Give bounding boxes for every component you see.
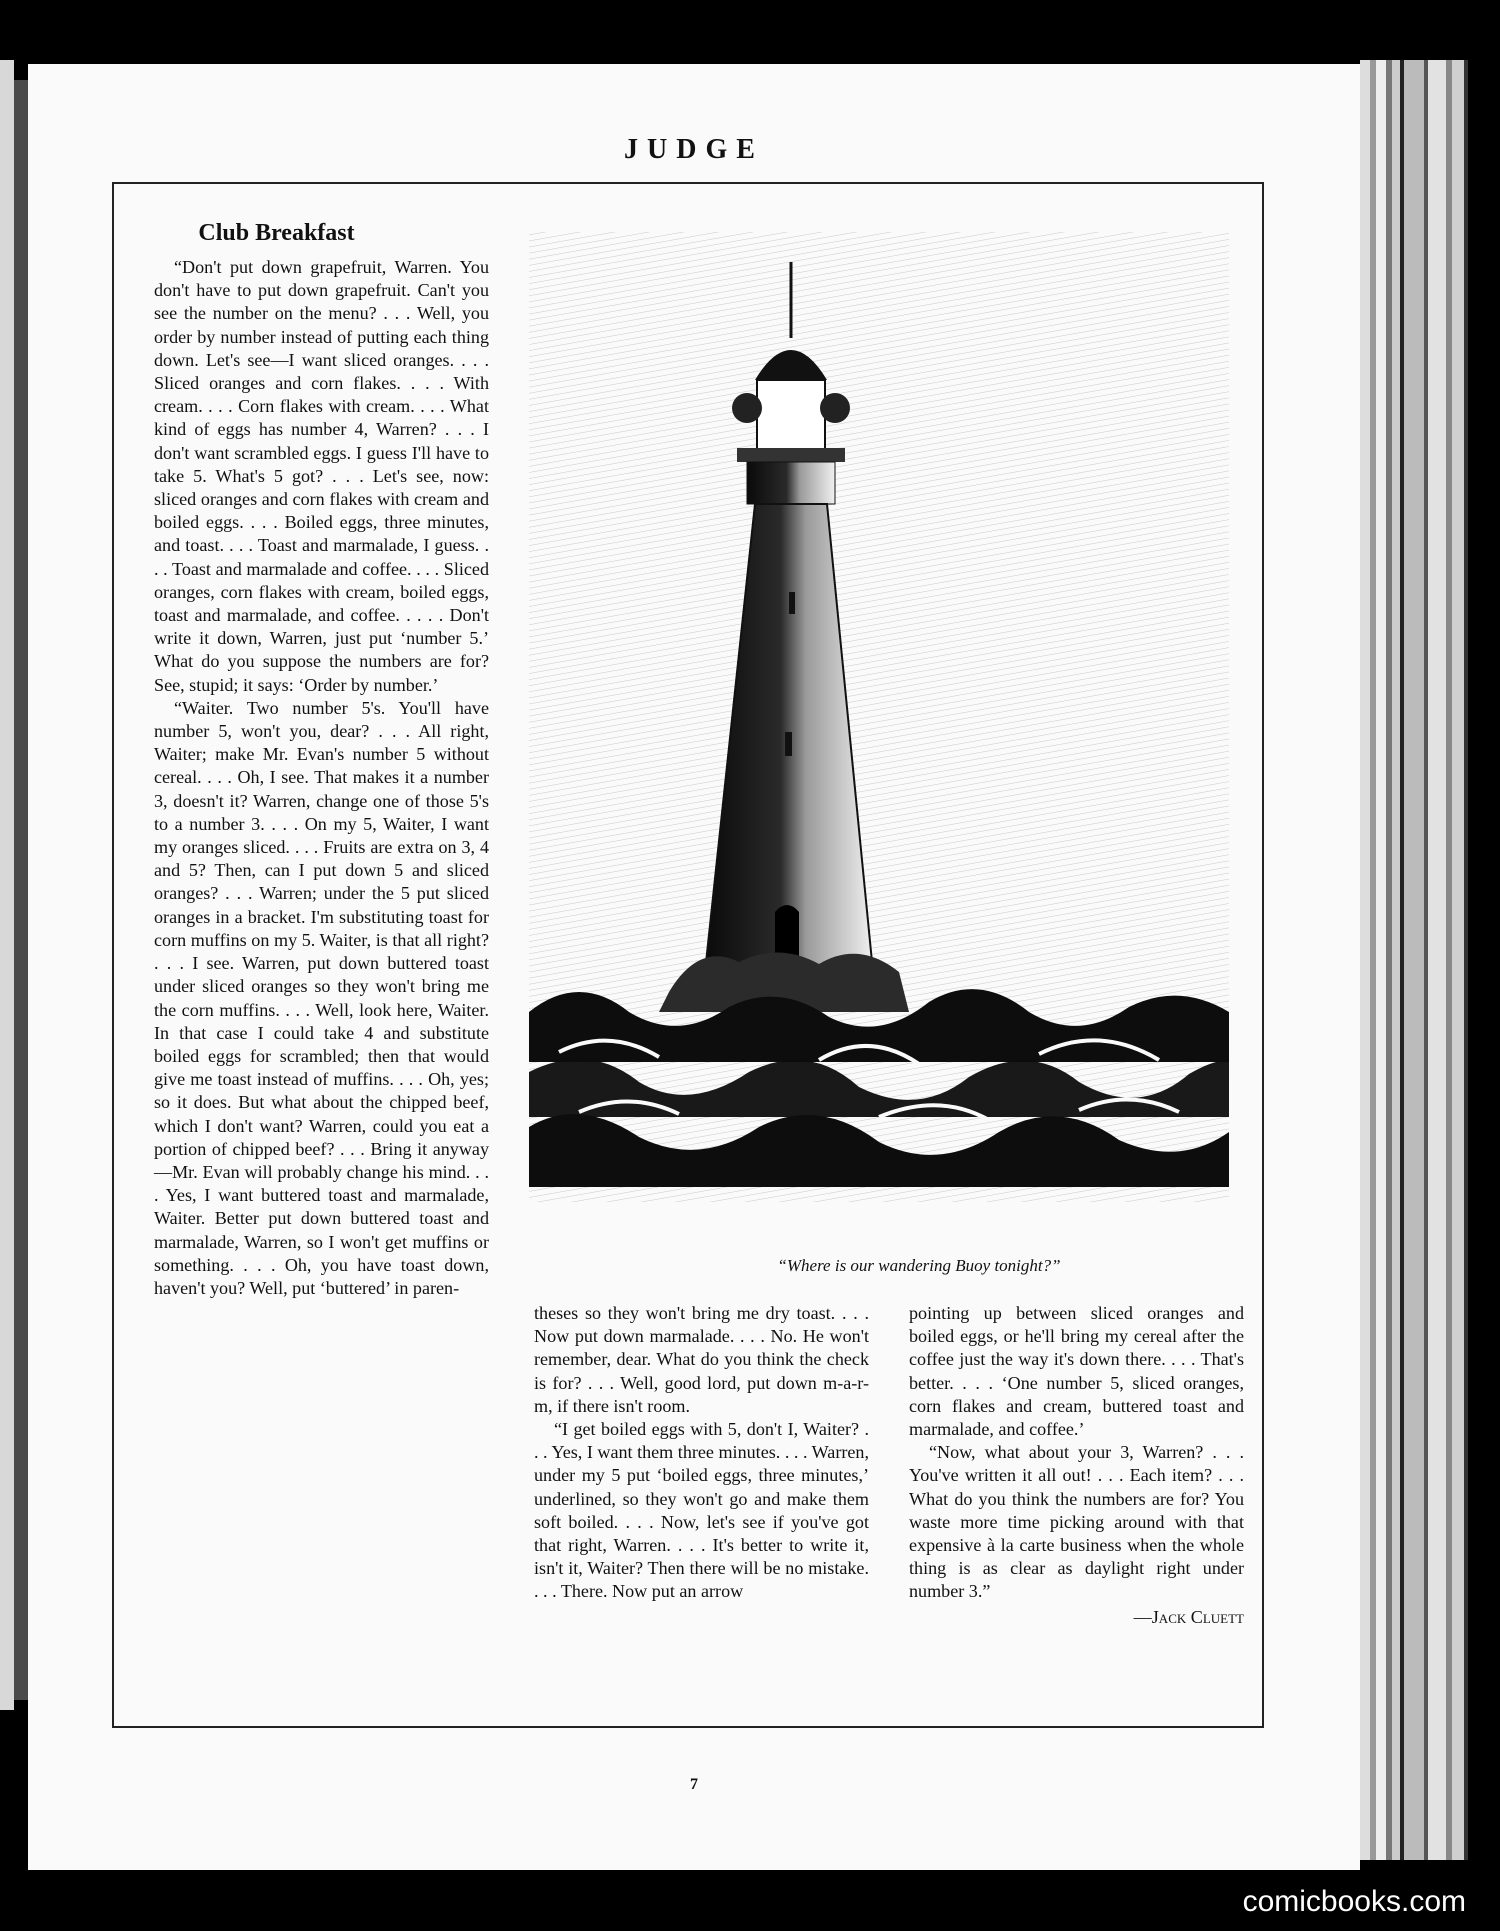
paragraph: “Now, what about your 3, Warren? . . . You've written it all out! . . . Each item? . . . What do you think the numbers are for? You waste more time picking around with that expensive à la carte business when the whole thing is as clear as daylight right under number 3.” (909, 1442, 1244, 1602)
story-column-1 (154, 256, 489, 1300)
page-number: 7 (690, 1776, 698, 1793)
cartoon-caption: “Where is our wandering Buoy tonight?” (777, 1256, 1061, 1275)
story-column-2 (534, 1302, 869, 1604)
story-title: Club Breakfast (198, 220, 355, 246)
paragraph: “Don't put down grapefruit, Warren. You don't have to put down grapefruit. Can't you see the number on the menu? . . . Well, you order by number instead of putting each thing down. Let's see—I want sliced oranges. . . . Sliced oranges and corn flakes. . . . With cream. . . . Corn flakes with cream. . . . What kind of eggs has number 4, Warren? . . . I don't want scrambled eggs. I guess I'll have to take 5. What's 5 got? . . . Let's see, now: sliced oranges and corn flakes with cream and boiled eggs. . . . Boiled eggs, three minutes, and toast. . . . Toast and marmalade, I guess. . . . Toast and marmalade and coffee. . . . Sliced oranges, corn flakes with cream, boiled eggs, toast and marmalade, and coffee. . . . . Don't write it down, Warren, just put ‘number 5.’ What do you suppose the numbers are for? See, stupid; it says: ‘Order by number.’ (154, 257, 489, 695)
paragraph: “Waiter. Two number 5's. You'll have number 5, won't you, dear? . . . All right, Waiter; make Mr. Evan's number 5 without cereal. . . . Oh, I see. That makes it a number 3, doesn't it? Warren, change one of those 5's to a number 3. . . . On my 5, Waiter, I want my oranges sliced. . . . Fruits are extra on 3, 4 and 5? Then, can I put down 5 and sliced oranges? . . . Warren; under the 5 put sliced oranges in a bracket. I'm substituting toast for corn muffins on my 5. Waiter, is that all right? . . . I see. Warren, put down buttered toast under sliced oranges so they won't bring me the corn muffins. . . . Well, look here, Waiter. In that case I could take 4 and substitute boiled eggs for scrambled; then that would give me toast instead of muffins. . . . Oh, yes; so it does. But what about the chipped beef, which I don't want? Warren, could you eat a portion of chipped beef? . . . Bring it anyway—Mr. Evan will probably change his mind. . . . Yes, I want buttered toast and marmalade, Waiter. Better put down buttered toast and marmalade, Warren, so I won't get muffins or something. . . . Oh, you have toast down, haven't you? Well, put ‘buttered’ in paren- (154, 697, 489, 1298)
story-column-3 (909, 1302, 1244, 1629)
watermark: comicbooks.com (1242, 1885, 1466, 1918)
book-page-edges (1360, 60, 1500, 1860)
paragraph: pointing up between sliced oranges and boiled eggs, or he'll bring my cereal after the coffee just the way it's down there. . . . That's better. . . . ‘One number 5, sliced oranges, corn flakes and cream, buttered toast and marmalade, and coffee.’ (909, 1303, 1244, 1440)
lighthouse-cartoon (519, 212, 1264, 1252)
book-edge-left-shadow (14, 80, 28, 1700)
content-frame (112, 182, 1264, 1728)
paragraph: “I get boiled eggs with 5, don't I, Waiter? . . . Yes, I want them three minutes. . . . Warren, under my 5 put ‘boiled eggs, three minutes,’ underlined, so they won't go and make them soft boiled. . . . Now, let's see if you've got that right, Warren. . . . It's better to write it, isn't it, Waiter? Then there will be no mistake. . . . There. Now put an arrow (534, 1419, 869, 1602)
byline: —Jack Cluett (1133, 1606, 1244, 1627)
masthead: JUDGE (624, 134, 764, 165)
book-edge-left (0, 60, 14, 1710)
paragraph: theses so they won't bring me dry toast. . . . Now put down marmalade. . . . No. He won't remember, dear. What do you think the check is for? . . . Well, good lord, put down m-a-r-m, if there isn't room. (534, 1303, 869, 1416)
magazine-page (28, 64, 1360, 1870)
